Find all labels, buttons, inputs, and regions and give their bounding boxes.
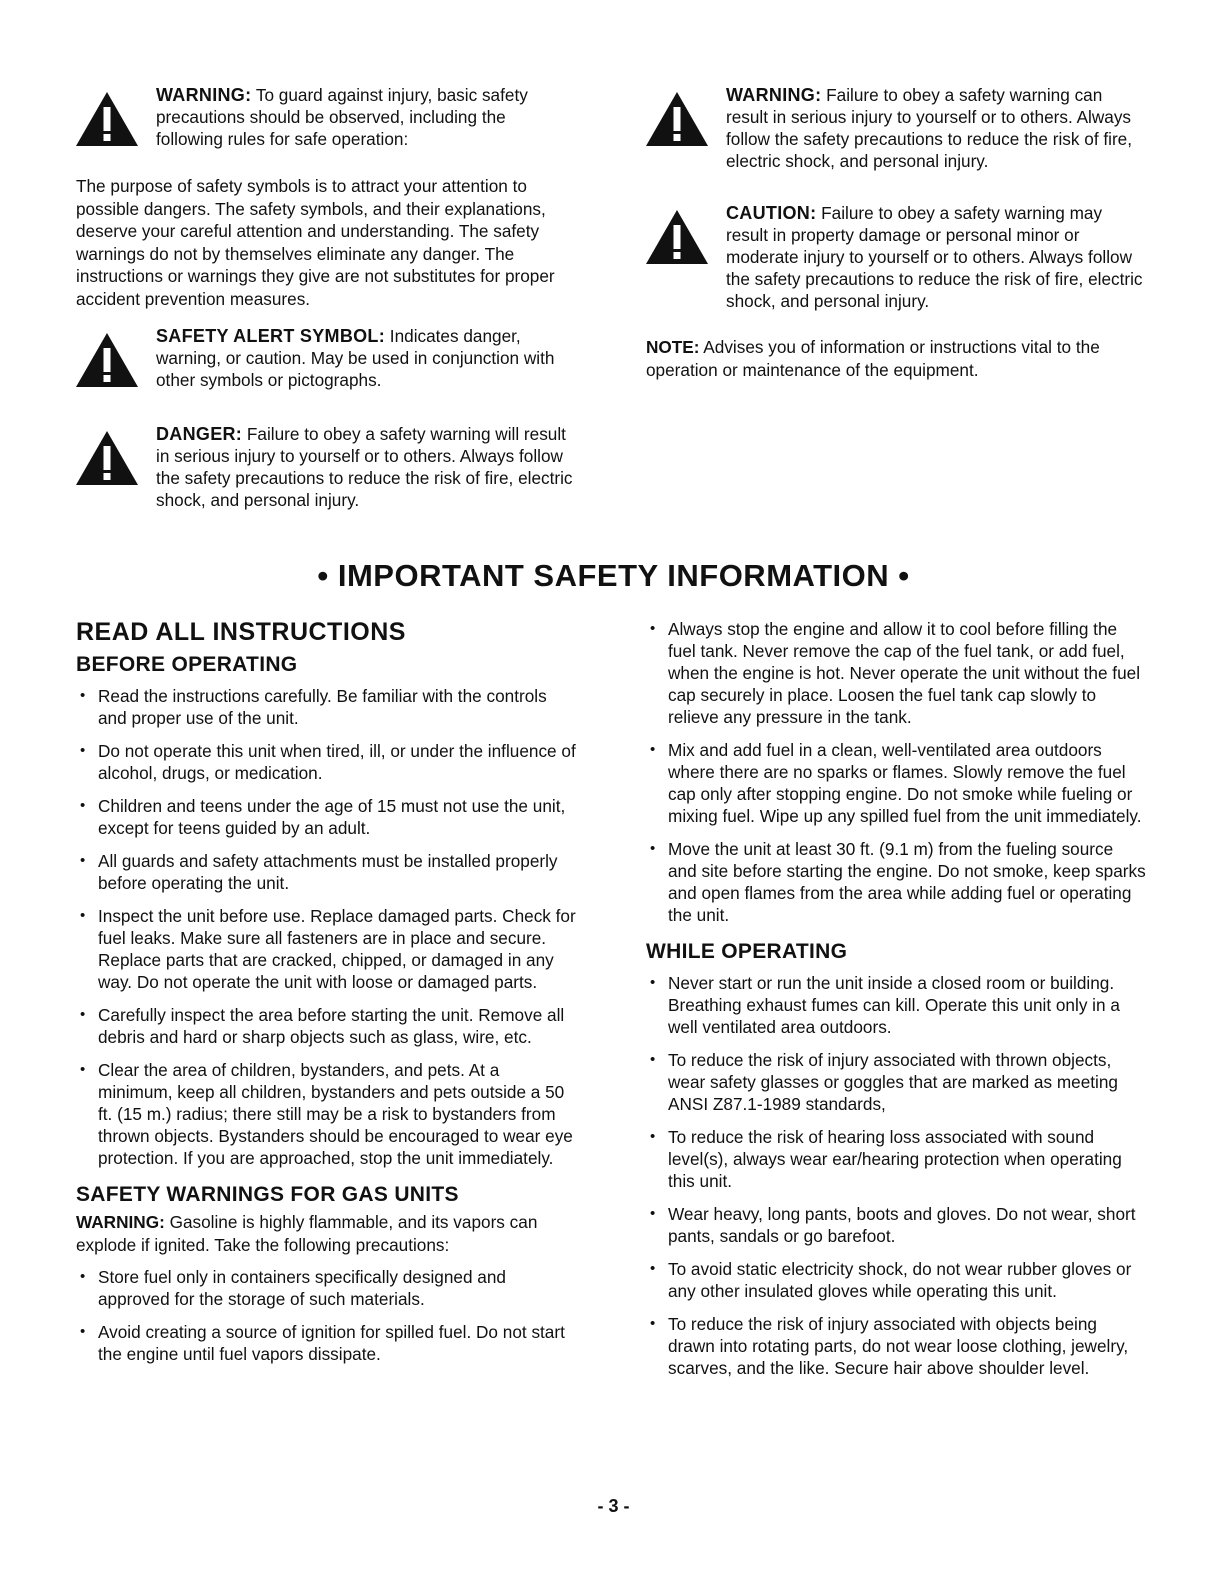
danger-text: Failure to obey a safety warning will result in serious injury to yourself or to others. Always follow the safety precautions to reduce the risk of fire, electric shock, and personal injury. [156,424,573,510]
list-item: • Store fuel only in containers specifically designed and approved for the storage of such materials. [76,1266,576,1310]
before-operating-list [76,685,576,1169]
list-item: • All guards and safety attachments must be installed properly before operating the unit. [76,850,576,894]
list-item: • To avoid static electricity shock, do not wear rubber gloves or any other insulated gloves while operating this unit. [646,1258,1146,1302]
page-number: - 3 - [597,1496,630,1516]
gas-warning-paragraph [76,1211,576,1256]
purpose-paragraph: The purpose of safety symbols is to attract your attention to possible dangers. The safety symbols, and their explanations, deserve your careful attention and understanding. The safety warnings do not by themselves eliminate any danger. The instructions or warnings they give are not substitutes for proper accident prevention measures. [76,176,555,309]
safety-alert-block [76,325,576,391]
warning-triangle-icon [646,210,708,264]
list-item: • Read the instructions carefully. Be familiar with the controls and proper use of the unit. [76,685,576,729]
fuel-list [646,618,1146,926]
list-item: • Always stop the engine and allow it to cool before filling the fuel tank. Never remove the cap of the fuel tank, or add fuel, when the engine is hot. Never operate the unit without the fuel cap securely in place. Loosen the fuel tank cap slowly to relieve any pressure in the tank. [646,618,1146,728]
caution-block [646,202,1146,312]
list-item: • Avoid creating a source of ignition for spilled fuel. Do not start the engine until fuel vapors dissipate. [76,1321,576,1365]
caution-label: CAUTION: [726,203,817,223]
note-text: Advises you of information or instructions vital to the operation or maintenance of the equipment. [646,337,1100,380]
before-operating-heading: BEFORE OPERATING [76,653,298,676]
danger-block [76,423,576,511]
while-operating-heading: WHILE OPERATING [646,940,848,963]
page-title: • IMPORTANT SAFETY INFORMATION • [317,558,910,593]
top-left-column [76,84,576,511]
list-item: • Move the unit at least 30 ft. (9.1 m) from the fueling source and site before starting the engine. Do not smoke, keep sparks and open flames from the area while adding fuel or operating the unit. [646,838,1146,926]
read-all-heading: READ ALL INSTRUCTIONS [76,618,406,646]
gas-warning-label: WARNING: [76,1212,165,1232]
list-item: • Children and teens under the age of 15 must not use the unit, except for teens guided by an adult. [76,795,576,839]
warning-triangle-icon [76,431,138,485]
list-item: • To reduce the risk of injury associated with thrown objects, wear safety glasses or goggles that are marked as meeting ANSI Z87.1-1989 standards, [646,1049,1146,1115]
warning-triangle-icon [76,92,138,146]
warning-label: WARNING: [156,85,252,105]
list-item: • Inspect the unit before use. Replace damaged parts. Check for fuel leaks. Make sure all fasteners are in place and secure. Replace parts that are cracked, chipped, or damaged in any way. Do not operate the unit with loose or damaged parts. [76,905,576,993]
list-item: • Mix and add fuel in a clean, well-ventilated area outdoors where there are no sparks or flames. Slowly remove the fuel cap only after stopping engine. Do not smoke while fueling or mixing fuel. Wipe up any spilled fuel from the unit immediately. [646,739,1146,827]
note-paragraph [646,336,1146,381]
gas-warning-text: Gasoline is highly flammable, and its vapors can explode if ignited. Take the following precautions: [76,1212,538,1255]
list-item: • Do not operate this unit when tired, ill, or under the influence of alcohol, drugs, or medication. [76,740,576,784]
warning-triangle-icon [76,333,138,387]
note-label: NOTE: [646,337,700,357]
list-item: • Carefully inspect the area before starting the unit. Remove all debris and hard or sharp objects such as glass, wire, etc. [76,1004,576,1048]
list-item: • To reduce the risk of injury associated with objects being drawn into rotating parts, do not wear loose clothing, jewelry, scarves, and the like. Secure hair above shoulder level. [646,1313,1146,1379]
danger-label: DANGER: [156,424,243,444]
list-item: • Never start or run the unit inside a closed room or building. Breathing exhaust fumes can kill. Operate this unit only in a well ventilated area outdoors. [646,972,1146,1038]
while-operating-list [646,972,1146,1379]
bottom-right-column [646,618,1146,1390]
gas-units-list [76,1266,576,1365]
warning-label: WARNING: [726,85,822,105]
list-item: • To reduce the risk of hearing loss associated with sound level(s), always wear ear/hearing protection when operating this unit. [646,1126,1146,1192]
warning-text: To guard against injury, basic safety precautions should be observed, including the following rules for safe operation: [156,85,528,149]
warning-triangle-icon [646,92,708,146]
warning-block [646,84,1146,172]
warning-intro [76,84,576,150]
warning-text: Failure to obey a safety warning can result in serious injury to yourself or to others. Always follow the safety precautions to reduce the risk of fire, electric shock, and personal injury. [726,85,1133,171]
list-item: • Wear heavy, long pants, boots and gloves. Do not wear, short pants, sandals or go barefoot. [646,1203,1146,1247]
safety-alert-label: SAFETY ALERT SYMBOL: [156,326,386,346]
list-item: • Clear the area of children, bystanders, and pets. At a minimum, keep all children, bystanders and pets outside a 50 ft. (15 m.) radius; there still may be a risk to bystanders from thrown objects. Bystanders should be encouraged to wear eye protection. If you are approached, stop the unit immediately. [76,1059,576,1169]
bottom-left-column [76,618,576,1376]
safety-alert-text: Indicates danger, warning, or caution. May be used in conjunction with other symbols or pictographs. [156,326,555,390]
top-right-column [646,84,1146,381]
gas-units-heading: SAFETY WARNINGS FOR GAS UNITS [76,1183,459,1206]
caution-text: Failure to obey a safety warning may result in property damage or personal minor or moderate injury to yourself or to others. Always follow the safety precautions to reduce the risk of fire, electric shock, and personal injury. [726,203,1143,311]
